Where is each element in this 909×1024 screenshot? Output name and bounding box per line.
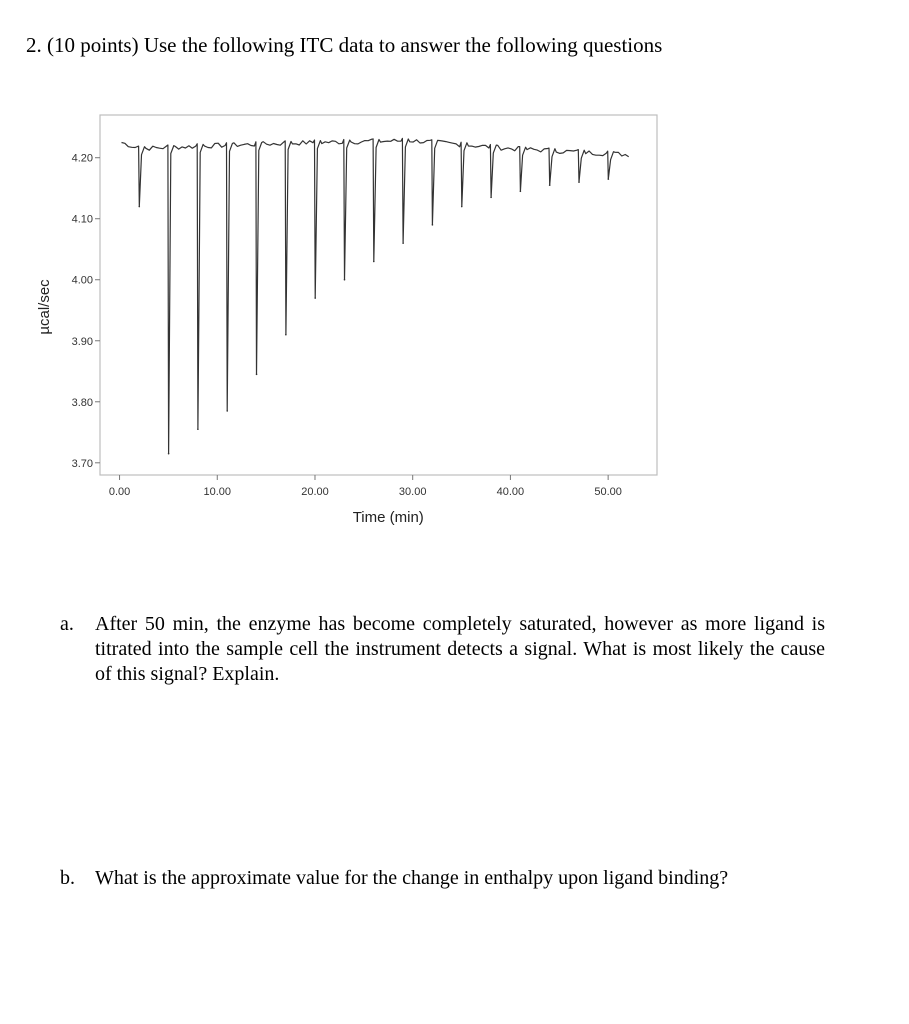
x-tick-label: 10.00 (203, 486, 232, 498)
part-a-letter: a. (60, 613, 74, 635)
part-b-letter: b. (60, 867, 75, 889)
injection-peak-point (226, 410, 228, 412)
x-tick-label: 50.00 (594, 486, 622, 498)
injection-peak-point (578, 181, 580, 183)
y-tick-label: 3.90 (71, 335, 93, 348)
part-a-text: After 50 min, the enzyme has become completely saturated, however as more ligand is titrated into the sample cell the instrument detects a signal. What is most likely the cause of this signal? Explain. (95, 613, 825, 685)
x-tick-label: 30.00 (398, 486, 427, 498)
x-axis-title: Time (min) (352, 509, 424, 526)
part-b-text: What is the approximate value for the change in enthalpy upon ligand binding? (95, 867, 729, 889)
injection-peak-point (344, 279, 346, 281)
injection-peak-point (314, 297, 316, 299)
injection-peak-point (197, 428, 199, 430)
injection-peak-point (256, 374, 258, 376)
injection-peak-point (490, 197, 492, 199)
injection-peak-point (549, 184, 551, 186)
itc-chart (0, 100, 700, 540)
itc-chart-svg (0, 100, 700, 540)
injection-peak-point (608, 178, 610, 180)
injection-peak-point (285, 334, 287, 336)
y-tick-label: 4.20 (71, 152, 93, 165)
series-line (122, 138, 629, 453)
y-tick-label: 4.00 (71, 274, 93, 287)
y-axis-title: µcal/sec (36, 279, 53, 335)
x-tick-label: 40.00 (496, 486, 525, 498)
injection-peak-point (402, 242, 404, 244)
y-tick-label: 4.10 (71, 213, 93, 226)
injection-peak-point (138, 206, 140, 208)
injection-peak-point (432, 224, 434, 226)
x-tick-label: 20.00 (301, 486, 329, 498)
y-tick-label: 3.70 (71, 457, 93, 470)
y-tick-label: 3.80 (71, 396, 93, 409)
question-header: 2. (10 points) Use the following ITC data to answer the following questions (26, 33, 663, 57)
injection-peak-point (461, 206, 463, 208)
question-part-a (60, 612, 825, 687)
injection-peak-point (168, 453, 170, 455)
question-part-b (60, 866, 840, 891)
x-tick-label: 0.00 (108, 486, 131, 498)
injection-peak-point (373, 261, 375, 263)
plot-frame (100, 115, 657, 475)
injection-peak-point (520, 190, 522, 192)
